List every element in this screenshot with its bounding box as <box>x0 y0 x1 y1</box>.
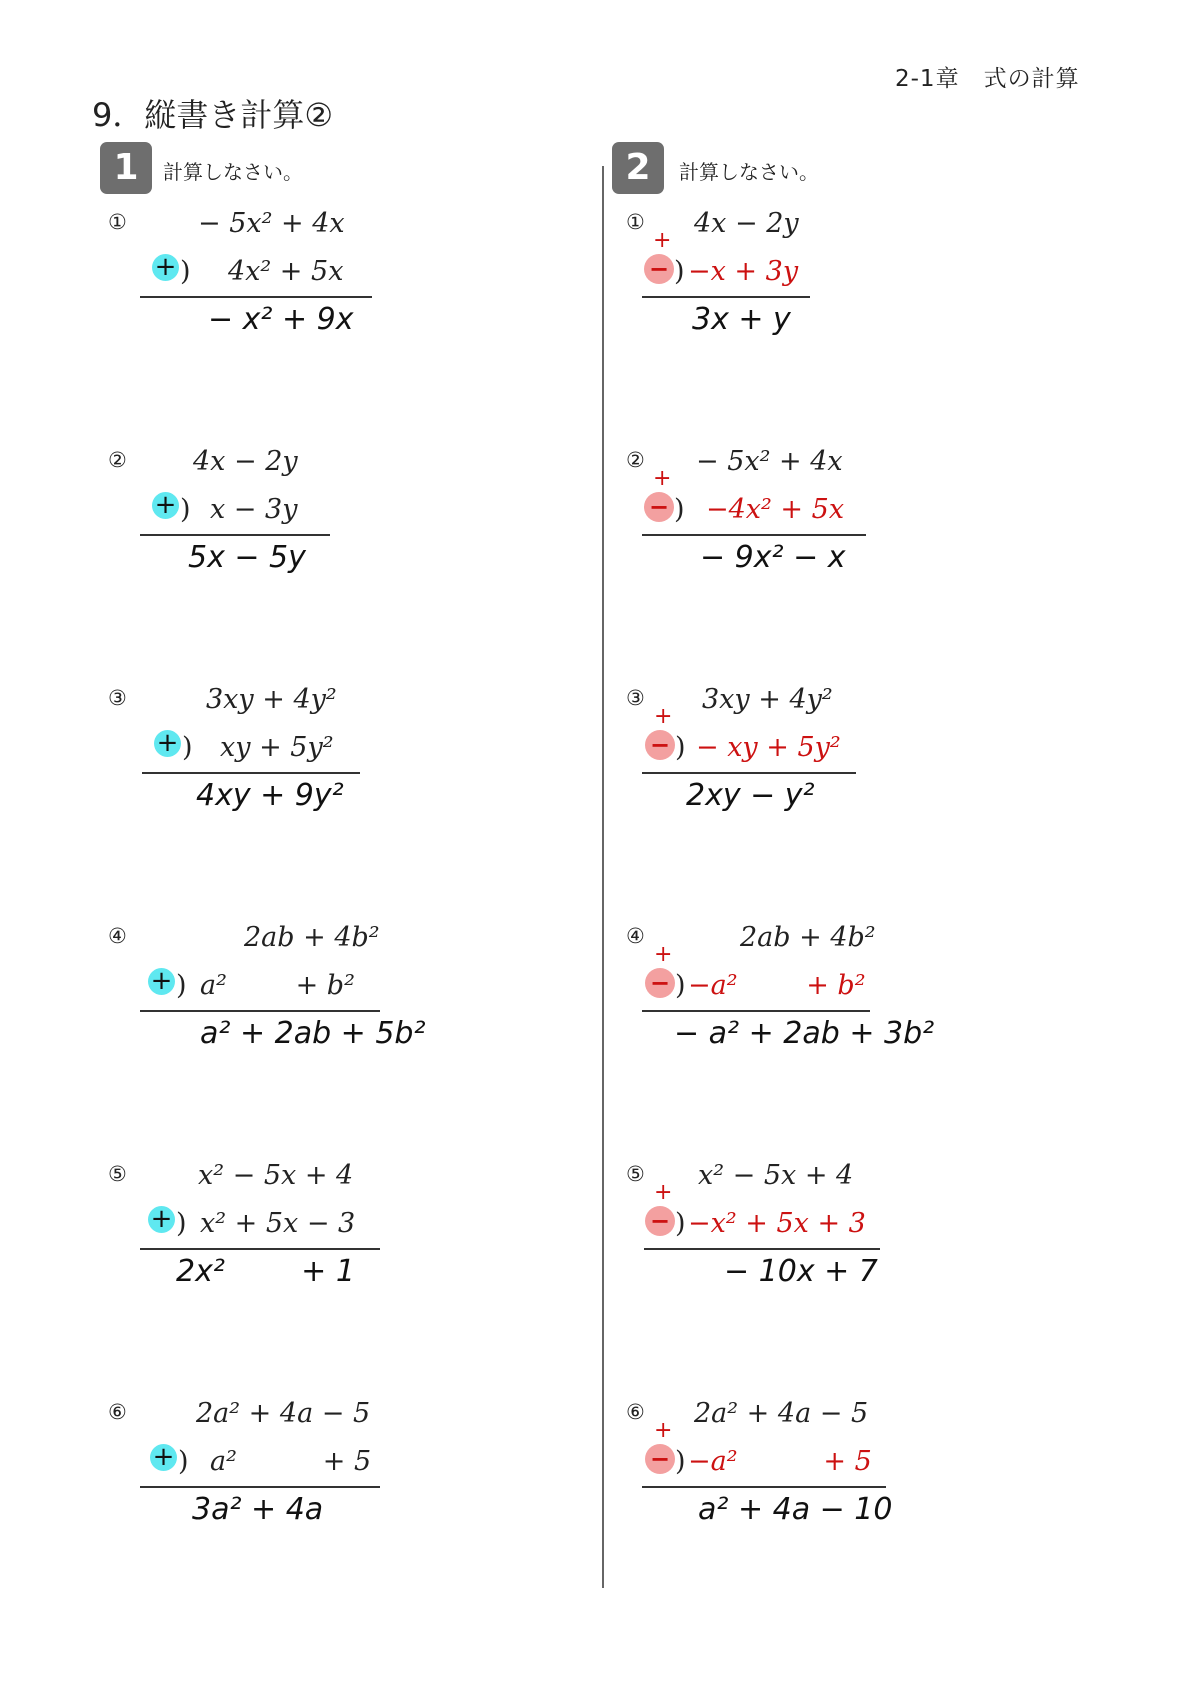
section-2-badge: 2 <box>612 142 664 194</box>
difference-rule <box>642 1486 886 1488</box>
section-2-instruction: 計算しなさい。 <box>679 160 819 184</box>
minus-operator-icon: − <box>645 1206 675 1236</box>
handwritten-answer: 5x − 5y <box>188 540 306 575</box>
sum-rule <box>140 1248 380 1250</box>
handwritten-answer: a² + 2ab + 5b² <box>200 1016 426 1051</box>
s2-problem-2 <box>626 446 886 606</box>
difference-rule <box>644 1248 880 1250</box>
plus-correction-mark: + <box>654 942 673 967</box>
problem-number: ④ <box>108 924 127 948</box>
top-expression: 3xy + 4y² <box>702 684 833 715</box>
paren: ) <box>182 732 193 763</box>
sum-rule <box>142 772 360 774</box>
s2-problem-6 <box>626 1398 893 1558</box>
top-expression: 2a² + 4a − 5 <box>694 1398 869 1429</box>
s2-problem-3 <box>626 684 886 844</box>
bottom-expression: −a² + b² <box>688 970 866 1001</box>
problem-number: ⑥ <box>108 1400 127 1424</box>
top-expression: x² − 5x + 4 <box>198 1160 354 1191</box>
paren: ) <box>674 494 685 525</box>
handwritten-answer: − x² + 9x <box>208 302 354 337</box>
minus-operator-icon: − <box>645 1444 675 1474</box>
s1-problem-4 <box>108 922 426 1082</box>
paren: ) <box>674 256 685 287</box>
plus-correction-mark: + <box>653 466 672 491</box>
paren: ) <box>176 970 187 1001</box>
minus-operator-icon: − <box>644 254 674 284</box>
handwritten-answer: 2x² + 1 <box>176 1254 355 1289</box>
problem-number: ② <box>108 448 127 472</box>
handwritten-answer: a² + 4a − 10 <box>698 1492 893 1527</box>
problem-number: ① <box>626 210 645 234</box>
plus-correction-mark: + <box>653 228 672 253</box>
top-expression: − 5x² + 4x <box>198 208 345 239</box>
sum-rule <box>140 296 372 298</box>
problem-number: ⑥ <box>626 1400 645 1424</box>
minus-operator-icon: − <box>645 730 675 760</box>
top-expression: 3xy + 4y² <box>206 684 337 715</box>
problem-number: ① <box>108 210 127 234</box>
bottom-expression: −x² + 5x + 3 <box>688 1208 866 1239</box>
paren: ) <box>180 256 191 287</box>
plus-correction-mark: + <box>654 1180 673 1205</box>
difference-rule <box>642 772 856 774</box>
top-expression: 2ab + 4b² <box>244 922 380 953</box>
bottom-expression: − xy + 5y² <box>696 732 841 763</box>
handwritten-answer: 4xy + 9y² <box>196 778 344 813</box>
handwritten-answer: − 9x² − x <box>700 540 846 575</box>
bottom-expression: a² + b² <box>200 970 355 1001</box>
handwritten-answer: − 10x + 7 <box>724 1254 878 1289</box>
top-expression: 2a² + 4a − 5 <box>196 1398 371 1429</box>
top-expression: 4x − 2y <box>694 208 799 239</box>
bottom-expression: −4x² + 5x <box>706 494 845 525</box>
bottom-expression: xy + 5y² <box>220 732 334 763</box>
s1-problem-3 <box>108 684 368 844</box>
chapter-label: 2-1章 式の計算 <box>895 66 1080 92</box>
difference-rule <box>642 1010 870 1012</box>
bottom-expression: −a² + 5 <box>688 1446 872 1477</box>
paren: ) <box>675 970 686 1001</box>
paren: ) <box>675 1208 686 1239</box>
s2-problem-4 <box>626 922 935 1082</box>
bottom-expression: 4x² + 5x <box>228 256 344 287</box>
s1-problem-6 <box>108 1398 372 1558</box>
plus-operator-icon: + <box>148 968 175 995</box>
bottom-expression: −x + 3y <box>688 256 799 287</box>
s1-problem-2 <box>108 446 368 606</box>
paren: ) <box>178 1446 189 1477</box>
problem-number: ③ <box>108 686 127 710</box>
handwritten-answer: 2xy − y² <box>686 778 815 813</box>
bottom-expression: x − 3y <box>210 494 298 525</box>
minus-operator-icon: − <box>644 492 674 522</box>
sum-rule <box>140 1010 380 1012</box>
section-1-instruction: 計算しなさい。 <box>163 160 303 184</box>
paren: ) <box>675 732 686 763</box>
top-expression: x² − 5x + 4 <box>698 1160 854 1191</box>
paren: ) <box>180 494 191 525</box>
plus-operator-icon: + <box>152 254 179 281</box>
handwritten-answer: − a² + 2ab + 3b² <box>674 1016 935 1051</box>
problem-number: ⑤ <box>626 1162 645 1186</box>
paren: ) <box>675 1446 686 1477</box>
paren: ) <box>176 1208 187 1239</box>
s2-problem-5 <box>626 1160 886 1320</box>
plus-correction-mark: + <box>654 1418 673 1443</box>
column-divider <box>602 166 604 1588</box>
difference-rule <box>642 534 866 536</box>
plus-operator-icon: + <box>150 1444 177 1471</box>
plus-operator-icon: + <box>154 730 181 757</box>
sum-rule <box>140 534 330 536</box>
problem-number: ⑤ <box>108 1162 127 1186</box>
plus-correction-mark: + <box>654 704 673 729</box>
problem-number: ③ <box>626 686 645 710</box>
s2-problem-1 <box>626 208 886 368</box>
s1-problem-5 <box>108 1160 368 1320</box>
s1-problem-1 <box>108 208 368 368</box>
plus-operator-icon: + <box>148 1206 175 1233</box>
problem-number: ② <box>626 448 645 472</box>
section-1-badge: 1 <box>100 142 152 194</box>
minus-operator-icon: − <box>645 968 675 998</box>
problem-number: ④ <box>626 924 645 948</box>
page-title: 9．縦書き計算② <box>92 96 334 134</box>
plus-operator-icon: + <box>152 492 179 519</box>
top-expression: 2ab + 4b² <box>740 922 876 953</box>
top-expression: − 5x² + 4x <box>696 446 843 477</box>
bottom-expression: x² + 5x − 3 <box>200 1208 356 1239</box>
difference-rule <box>642 296 810 298</box>
bottom-expression: a² + 5 <box>210 1446 372 1477</box>
top-expression: 4x − 2y <box>193 446 298 477</box>
sum-rule <box>140 1486 380 1488</box>
handwritten-answer: 3a² + 4a <box>192 1492 324 1527</box>
handwritten-answer: 3x + y <box>692 302 791 337</box>
